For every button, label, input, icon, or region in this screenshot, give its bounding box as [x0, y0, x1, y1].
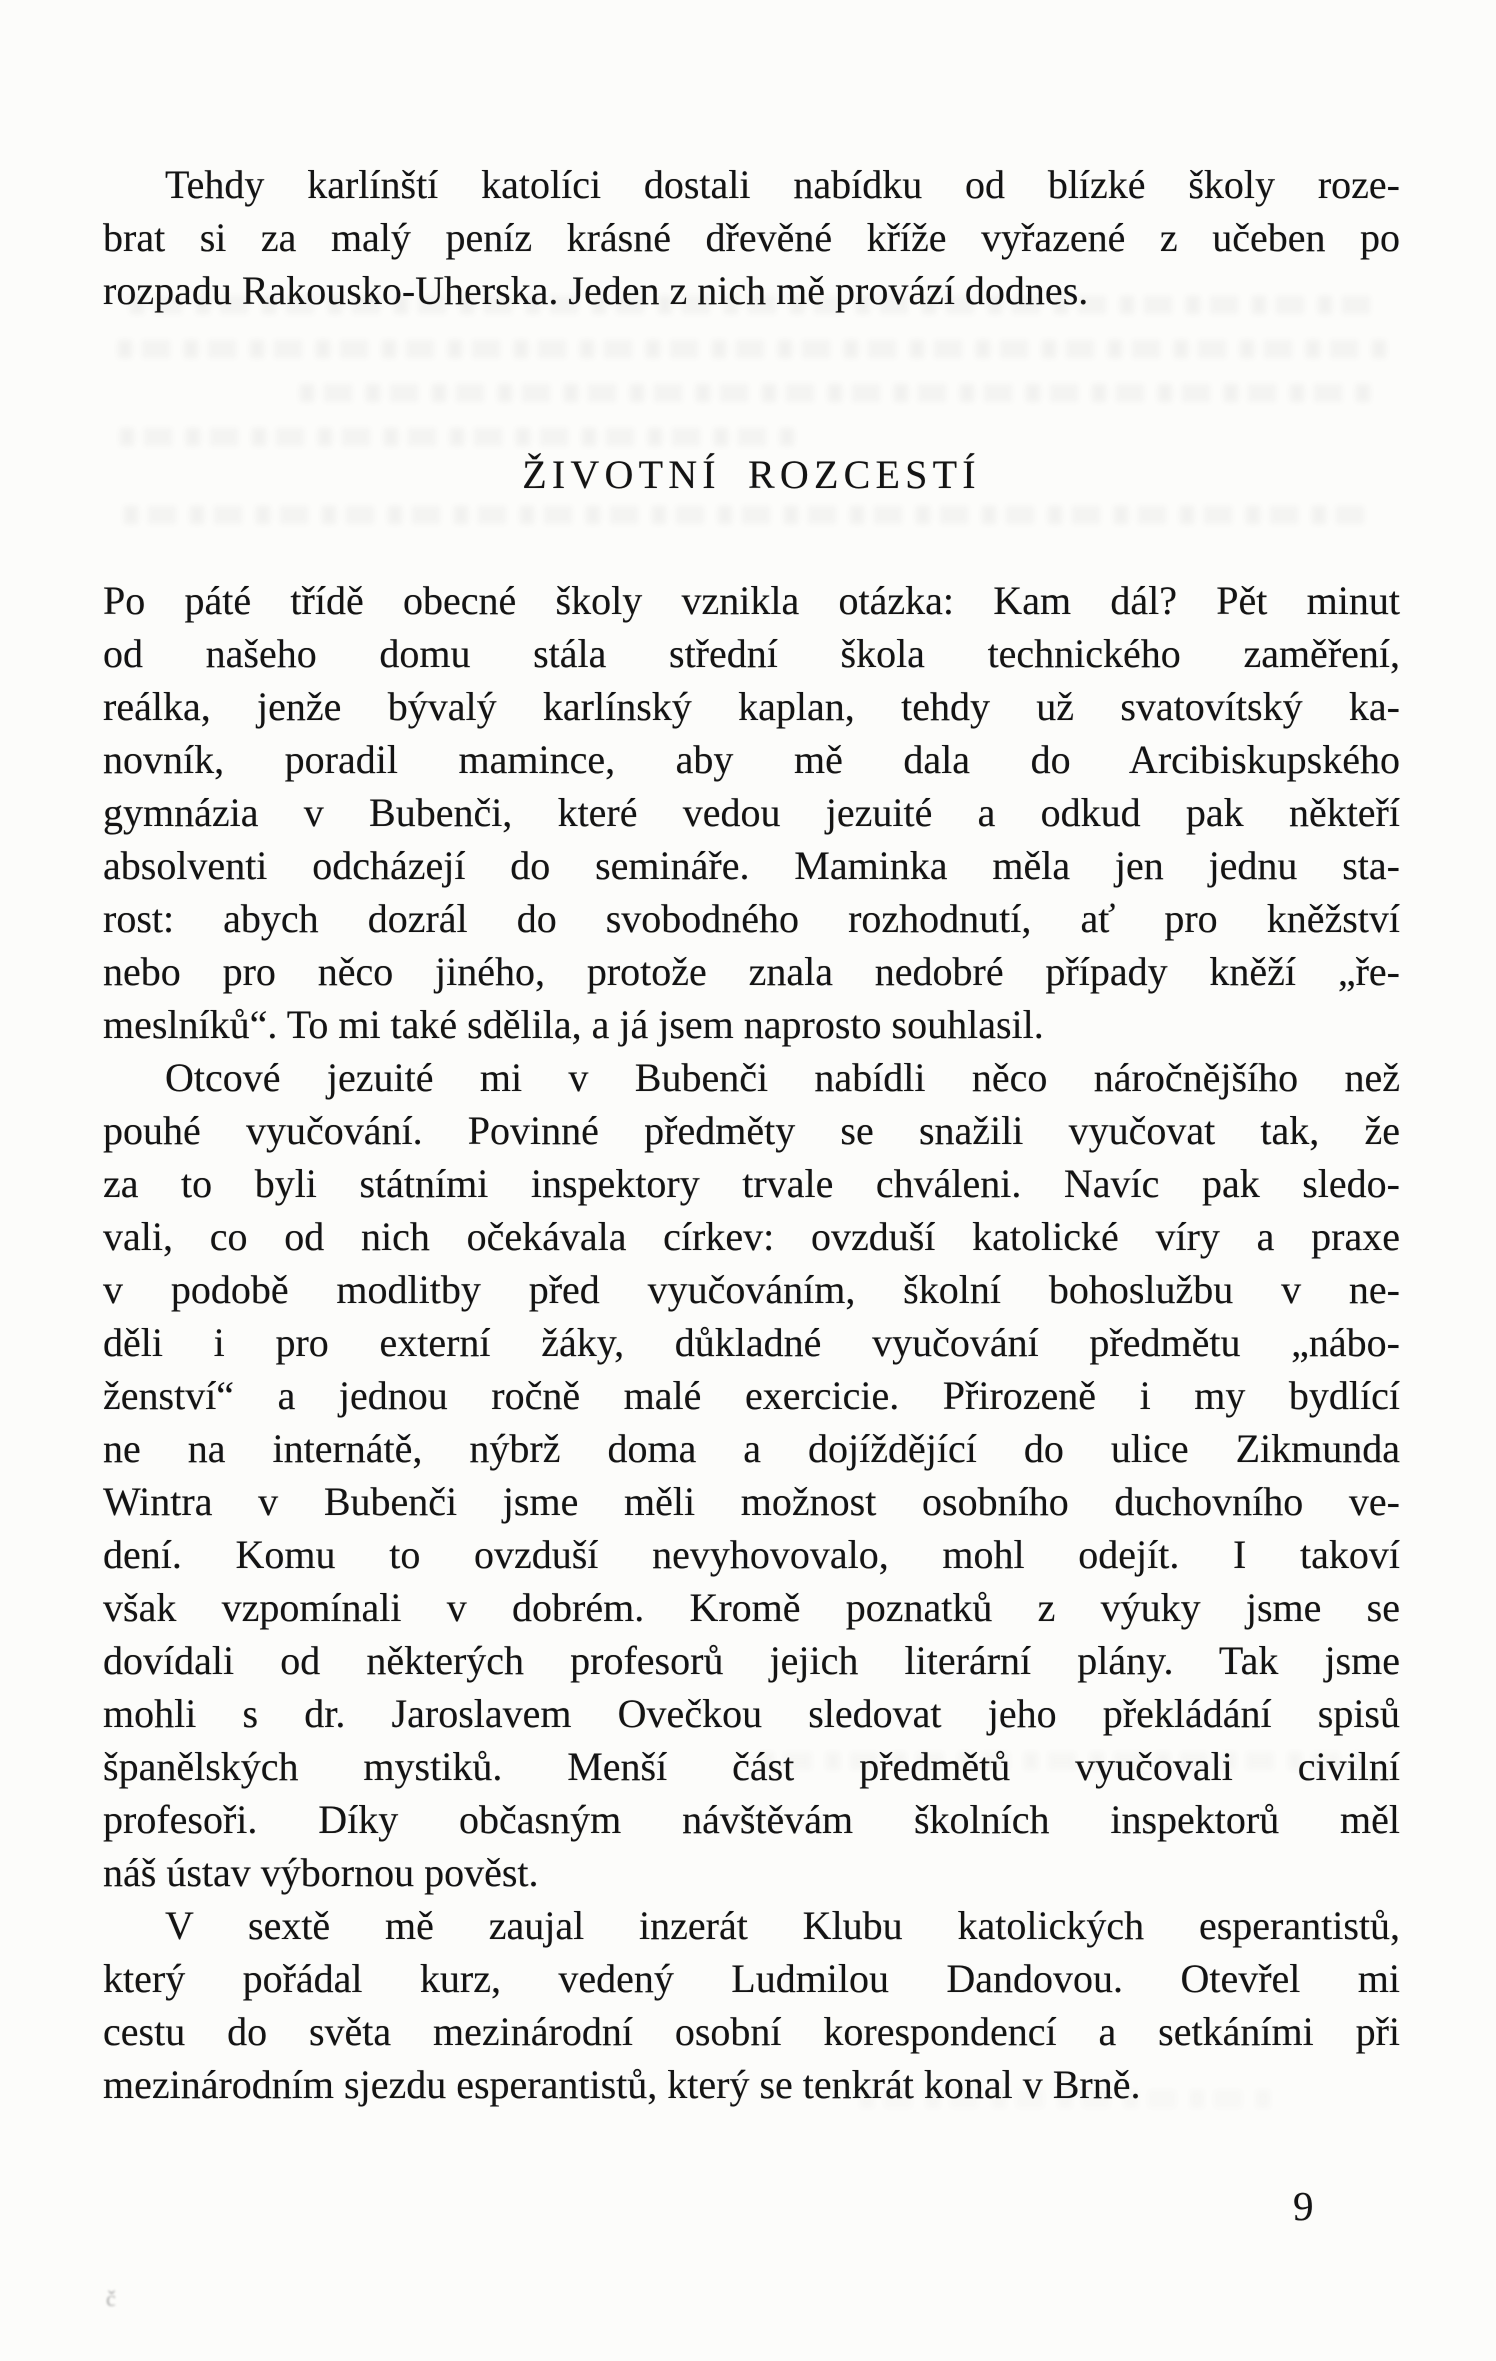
text-line: dení. Komu to ovzduší nevyhovovalo, mohl odejít. I takoví: [103, 1532, 1400, 1577]
text-line: ne na internátě, nýbrž doma a dojíždějící do ulice Zikmunda: [103, 1426, 1400, 1471]
text-line: děli i pro externí žáky, důkladné vyučování předmětu „nábo-: [103, 1320, 1400, 1365]
text-line: náš ústav výbornou pověst.: [103, 1850, 539, 1895]
paragraph: [103, 1051, 1400, 1899]
chapter-heading: ŽIVOTNÍ ROZCESTÍ: [522, 452, 981, 497]
text-line: rozpadu Rakousko-Uherska. Jeden z nich mě provází dodnes.: [103, 268, 1089, 313]
text-line: v podobě modlitby před vyučováním, školní bohoslužbu v ne-: [103, 1267, 1400, 1312]
text-line: od našeho domu stála střední škola technického zaměření,: [103, 631, 1400, 676]
text-line: absolventi odcházejí do semináře. Maminka měla jen jednu sta-: [103, 843, 1400, 888]
page-number: 9: [1293, 2183, 1314, 2229]
text-line: ženství“ a jednou ročně malé exercicie. Přirozeně i my bydlící: [103, 1373, 1400, 1418]
text-line: španělských mystiků. Menší část předmětů vyučovali civilní: [103, 1744, 1400, 1789]
text-line: nebo pro něco jiného, protože znala nedobré případy kněží „ře-: [103, 949, 1400, 994]
scan-speck-artifact: č: [106, 2286, 116, 2311]
text-line: brat si za malý peníz krásné dřevěné kříže vyřazené z učeben po: [103, 215, 1400, 260]
text-line: rost: abych dozrál do svobodného rozhodnutí, ať pro kněžství: [103, 896, 1400, 941]
text-line: dovídali od některých profesorů jejich literární plány. Tak jsme: [103, 1638, 1400, 1683]
text-line: cestu do světa mezinárodní osobní korespondencí a setkáními při: [103, 2009, 1400, 2054]
text-line: Tehdy karlínští katolíci dostali nabídku od blízké školy roze-: [165, 162, 1400, 207]
text-line: mezinárodním sjezdu esperantistů, který se tenkrát konal v Brně.: [103, 2062, 1141, 2107]
paragraph: [103, 1899, 1400, 2111]
text-line: mohli s dr. Jaroslavem Ovečkou sledovat jeho překládání spisů: [103, 1691, 1400, 1736]
text-line: gymnázia v Bubenči, které vedou jezuité a odkud pak někteří: [103, 790, 1400, 835]
text-line: vali, co od nich očekávala církev: ovzduší katolické víry a praxe: [103, 1214, 1400, 1259]
text-line: který pořádal kurz, vedený Ludmilou Dandovou. Otevřel mi: [103, 1956, 1400, 2001]
paragraph: [103, 158, 1400, 317]
text-line: pouhé vyučování. Povinné předměty se snažili vyučovat tak, že: [103, 1108, 1400, 1153]
text-line: Wintra v Bubenči jsme měli možnost osobního duchovního ve-: [103, 1479, 1400, 1524]
paragraph: [103, 574, 1400, 1051]
text-line: Po páté třídě obecné školy vznikla otázka: Kam dál? Pět minut: [103, 578, 1400, 623]
text-line: však vzpomínali v dobrém. Kromě poznatků z výuky jsme se: [103, 1585, 1400, 1630]
text-line: meslníků“. To mi také sdělila, a já jsem naprosto souhlasil.: [103, 1002, 1044, 1047]
text-line: Otcové jezuité mi v Bubenči nabídli něco náročnějšího než: [165, 1055, 1400, 1100]
page-content: [103, 158, 1400, 2111]
text-line: za to byli státními inspektory trvale chváleni. Navíc pak sledo-: [103, 1161, 1400, 1206]
text-line: V sextě mě zaujal inzerát Klubu katolických esperantistů,: [165, 1903, 1400, 1948]
text-line: reálka, jenže bývalý karlínský kaplan, tehdy už svatovítský ka-: [103, 684, 1400, 729]
text-line: profesoři. Díky občasným návštěvám školních inspektorů měl: [103, 1797, 1400, 1842]
text-line: novník, poradil mamince, aby mě dala do Arcibiskupského: [103, 737, 1400, 782]
